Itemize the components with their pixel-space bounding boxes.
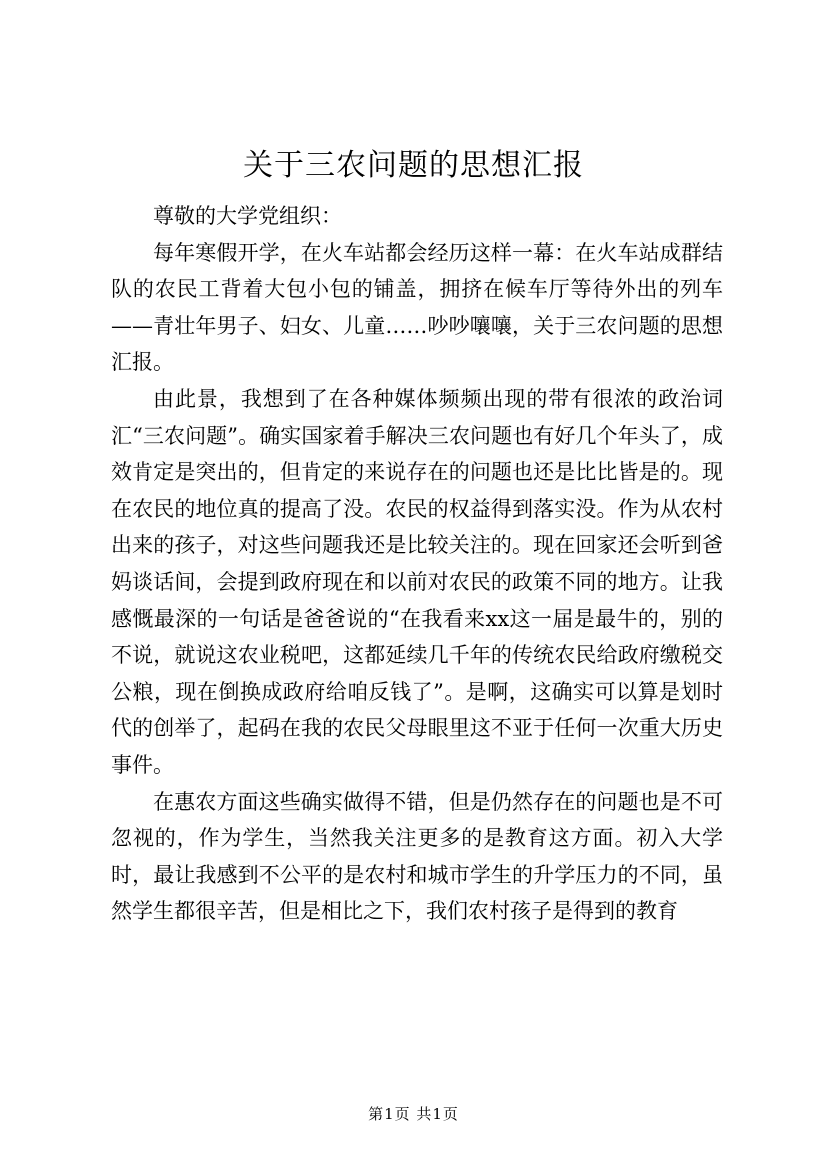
paragraph-1: 每年寒假开学，在火车站都会经历这样一幕：在火车站成群结队的农民工背着大包小包的铺盖，拥挤在候车厅等待外出的列车——青壮年男子、妇女、儿童……吵吵嚷嚷，关于三农问题的思想汇报。 xyxy=(111,240,723,375)
salutation: 尊敬的大学党组织： xyxy=(153,204,342,228)
document-body xyxy=(111,198,723,930)
document-title: 关于三农问题的思想汇报 xyxy=(243,148,584,183)
paragraph-2: 由此景，我想到了在各种媒体频频出现的带有很浓的政治词汇“三农问题”。确实国家着手解决三农问题也有好几个年头了，成效肯定是突出的，但肯定的来说存在的问题也还是比比皆是的。现在农民的地位真的提高了没。农民的权益得到落实没。作为从农村出来的孩子，对这些问题我还是比较关注的。现在回家还会听到爸妈谈话间，会提到政府现在和以前对农民的政策不同的地方。让我感慨最深的一句话是爸爸说的“在我看来xx这一届是最牛的，别的不说，就说这农业税吧，这都延续几千年的传统农民给政府缴税交公粮，现在倒换成政府给咱反钱了”。是啊，这确实可以算是划时代的创举了，起码在我的农民父母眼里这不亚于任何一次重大历史事件。 xyxy=(111,386,723,777)
page-footer: 第1页 共1页 xyxy=(368,1105,459,1123)
paragraph-3: 在惠农方面这些确实做得不错，但是仍然存在的问题也是不可忽视的，作为学生，当然我关注更多的是教育这方面。初入大学时，最让我感到不公平的是农村和城市学生的升学压力的不同，虽然学生都很辛苦，但是相比之下，我们农村孩子是得到的教育 xyxy=(111,789,723,924)
